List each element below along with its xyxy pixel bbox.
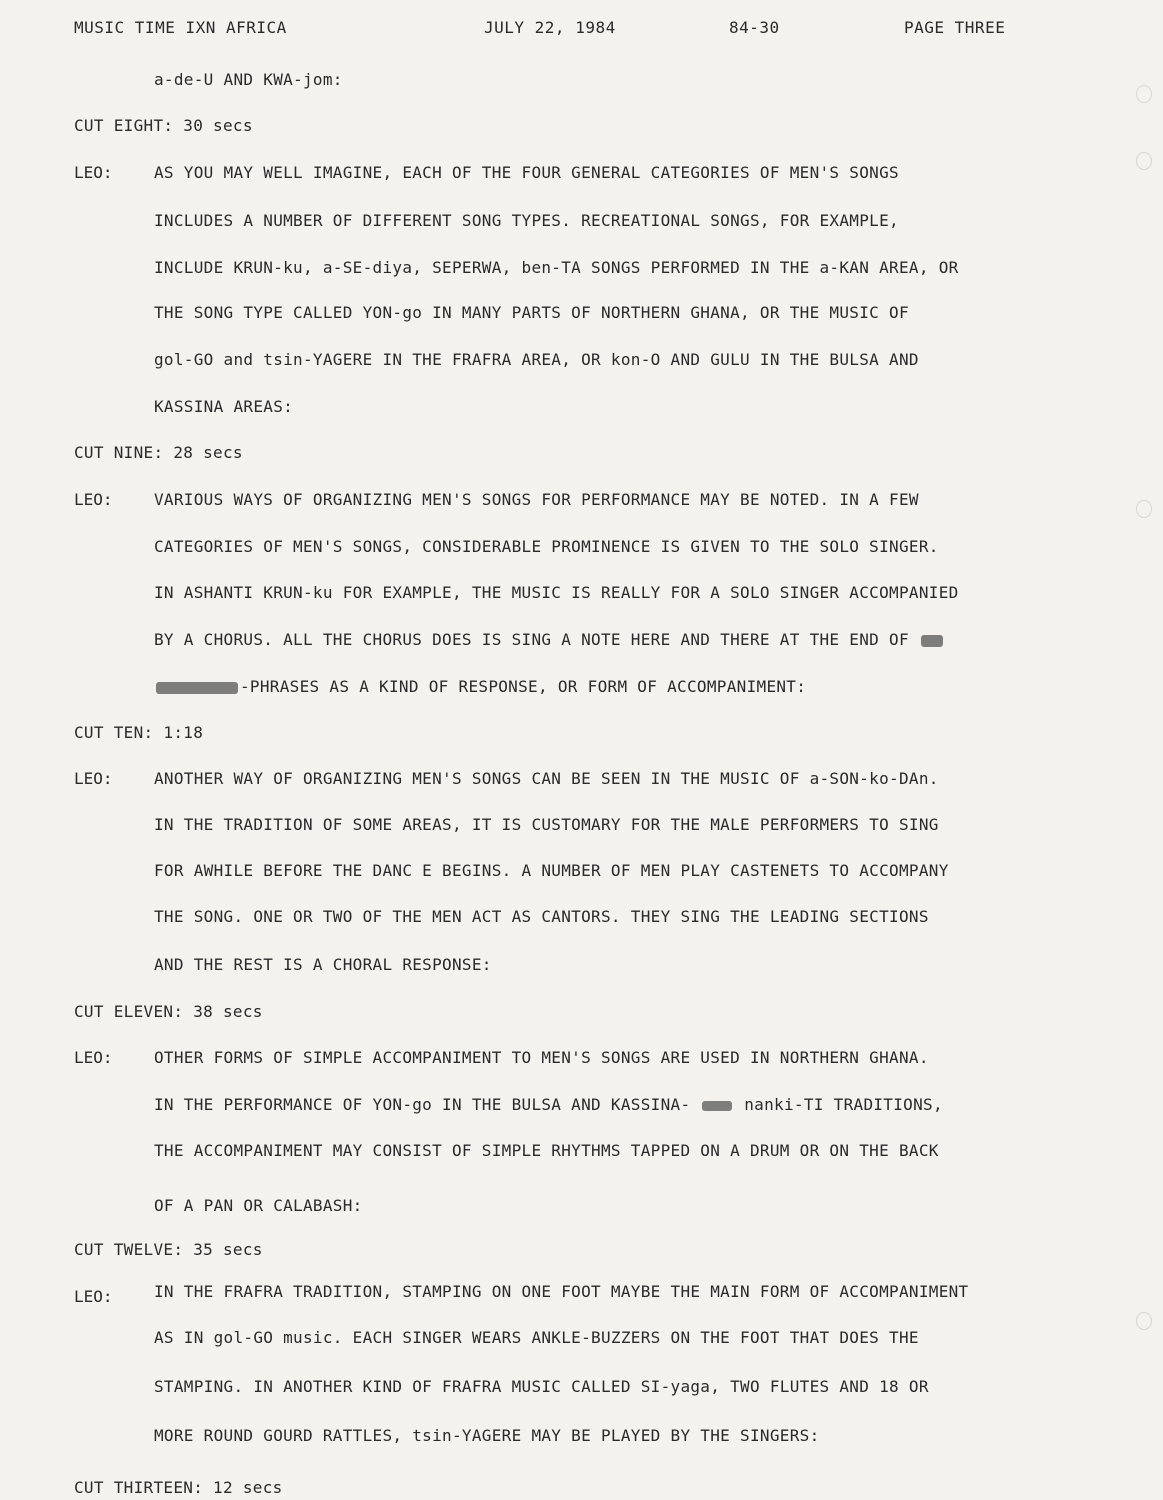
paragraph-line: IN ASHANTI KRUN-ku FOR EXAMPLE, THE MUSIC IS REALLY FOR A SOLO SINGER ACCOMPANIED: [154, 583, 959, 602]
song-titles-line: a-de-U AND KWA-jom:: [154, 70, 343, 89]
speaker-label: LEO:: [74, 1287, 113, 1306]
paragraph-line: VARIOUS WAYS OF ORGANIZING MEN'S SONGS FOR PERFORMANCE MAY BE NOTED. IN A FEW: [154, 490, 919, 509]
paragraph-line: THE SONG TYPE CALLED YON-go IN MANY PARTS OF NORTHERN GHANA, OR THE MUSIC OF: [154, 303, 909, 322]
paragraph-line: gol-GO and tsin-YAGERE IN THE FRAFRA AREA, OR kon-O AND GULU IN THE BULSA AND: [154, 350, 919, 369]
speaker-label: LEO:: [74, 490, 113, 509]
paragraph-line: [154, 677, 806, 696]
cut-thirteen: CUT THIRTEEN: 12 secs: [74, 1478, 283, 1497]
paragraph-text: IN THE PERFORMANCE OF YON-go IN THE BULSA AND KASSINA-: [154, 1095, 691, 1114]
paragraph-line: CATEGORIES OF MEN'S SONGS, CONSIDERABLE PROMINENCE IS GIVEN TO THE SOLO SINGER.: [154, 537, 939, 556]
paragraph-line: [154, 630, 945, 649]
strikeout-mark: [156, 682, 238, 694]
paragraph-line: IN THE FRAFRA TRADITION, STAMPING ON ONE FOOT MAYBE THE MAIN FORM OF ACCOMPANIMENT: [154, 1282, 969, 1301]
paragraph-line: AS IN gol-GO music. EACH SINGER WEARS ANKLE-BUZZERS ON THE FOOT THAT DOES THE: [154, 1328, 919, 1347]
paragraph-line: MORE ROUND GOURD RATTLES, tsin-YAGERE MAY BE PLAYED BY THE SINGERS:: [154, 1426, 820, 1445]
paragraph-line: INCLUDE KRUN-ku, a-SE-diya, SEPERWA, ben-TA SONGS PERFORMED IN THE a-KAN AREA, OR: [154, 258, 959, 277]
cut-eleven: CUT ELEVEN: 38 secs: [74, 1002, 263, 1021]
paragraph-line: AND THE REST IS A CHORAL RESPONSE:: [154, 955, 492, 974]
paragraph-line: INCLUDES A NUMBER OF DIFFERENT SONG TYPES. RECREATIONAL SONGS, FOR EXAMPLE,: [154, 211, 899, 230]
paragraph-text: BY A CHORUS. ALL THE CHORUS DOES IS SING A NOTE HERE AND THERE AT THE END OF: [154, 630, 909, 649]
cut-twelve: CUT TWELVE: 35 secs: [74, 1240, 263, 1259]
paragraph-line: OTHER FORMS OF SIMPLE ACCOMPANIMENT TO MEN'S SONGS ARE USED IN NORTHERN GHANA.: [154, 1048, 929, 1067]
paragraph-text: nanki-TI TRADITIONS,: [744, 1095, 943, 1114]
page-label: PAGE THREE: [904, 18, 1006, 37]
paragraph-line: ANOTHER WAY OF ORGANIZING MEN'S SONGS CAN BE SEEN IN THE MUSIC OF a-SON-ko-DAn.: [154, 769, 939, 788]
paragraph-line: OF A PAN OR CALABASH:: [154, 1196, 363, 1215]
cut-ten: CUT TEN: 1:18: [74, 723, 204, 742]
punch-hole: [1136, 500, 1152, 518]
broadcast-date: JULY 22, 1984: [484, 18, 616, 37]
paragraph-line: THE SONG. ONE OR TWO OF THE MEN ACT AS CANTORS. THEY SING THE LEADING SECTIONS: [154, 907, 929, 926]
paragraph-text: -PHRASES AS A KIND OF RESPONSE, OR FORM OF ACCOMPANIMENT:: [240, 677, 807, 696]
paragraph-line: IN THE TRADITION OF SOME AREAS, IT IS CUSTOMARY FOR THE MALE PERFORMERS TO SING: [154, 815, 939, 834]
punch-hole: [1136, 152, 1152, 170]
cut-eight: CUT EIGHT: 30 secs: [74, 116, 253, 135]
paragraph-line: KASSINA AREAS:: [154, 397, 294, 416]
cut-nine: CUT NINE: 28 secs: [74, 443, 243, 462]
paragraph-line: STAMPING. IN ANOTHER KIND OF FRAFRA MUSIC CALLED SI-yaga, TWO FLUTES AND 18 OR: [154, 1377, 929, 1396]
paragraph-line: THE ACCOMPANIMENT MAY CONSIST OF SIMPLE RHYTHMS TAPPED ON A DRUM OR ON THE BACK: [154, 1141, 939, 1160]
speaker-label: LEO:: [74, 1048, 113, 1067]
page-header: [74, 18, 1024, 44]
program-number: 84-30: [729, 18, 780, 37]
paragraph-line: [154, 1095, 943, 1114]
punch-hole: [1136, 85, 1152, 103]
punch-hole: [1136, 1312, 1152, 1330]
program-title: MUSIC TIME IXN AFRICA: [74, 18, 287, 37]
speaker-label: LEO:: [74, 163, 113, 182]
paragraph-line: FOR AWHILE BEFORE THE DANC E BEGINS. A NUMBER OF MEN PLAY CASTENETS TO ACCOMPANY: [154, 861, 949, 880]
strikeout-mark: [921, 635, 943, 647]
strikeout-mark: [702, 1101, 732, 1111]
speaker-label: LEO:: [74, 769, 113, 788]
paragraph-line: AS YOU MAY WELL IMAGINE, EACH OF THE FOUR GENERAL CATEGORIES OF MEN'S SONGS: [154, 163, 899, 182]
